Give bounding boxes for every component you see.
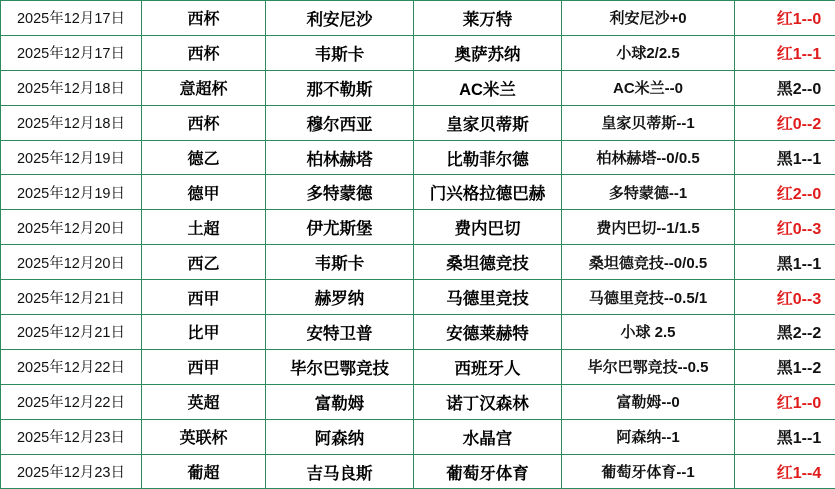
cell-result: 黑1--1	[735, 140, 835, 175]
table-body	[1, 1, 835, 489]
cell-home-team: 吉马良斯	[266, 454, 414, 489]
cell-league: 葡超	[142, 454, 266, 489]
table-row	[1, 454, 835, 489]
cell-away-team: 葡萄牙体育	[414, 454, 562, 489]
cell-result: 黑1--2	[735, 349, 835, 384]
cell-result: 黑2--0	[735, 70, 835, 105]
cell-home-team: 韦斯卡	[266, 245, 414, 280]
cell-league: 意超杯	[142, 70, 266, 105]
cell-home-team: 阿森纳	[266, 419, 414, 454]
cell-result: 红1--0	[735, 1, 835, 36]
cell-league: 德乙	[142, 140, 266, 175]
cell-away-team: 皇家贝蒂斯	[414, 105, 562, 140]
cell-home-team: 富勒姆	[266, 384, 414, 419]
cell-pick: 桑坦德竞技--0/0.5	[562, 245, 735, 280]
cell-home-team: 伊尤斯堡	[266, 210, 414, 245]
cell-pick: 葡萄牙体育--1	[562, 454, 735, 489]
cell-date: 2025年12月18日	[1, 105, 142, 140]
cell-league: 西乙	[142, 245, 266, 280]
cell-away-team: 费内巴切	[414, 210, 562, 245]
cell-pick: AC米兰--0	[562, 70, 735, 105]
cell-date: 2025年12月21日	[1, 280, 142, 315]
cell-league: 比甲	[142, 315, 266, 350]
table-row	[1, 315, 835, 350]
cell-pick: 小球 2.5	[562, 315, 735, 350]
cell-date: 2025年12月22日	[1, 384, 142, 419]
cell-league: 土超	[142, 210, 266, 245]
cell-league: 西杯	[142, 105, 266, 140]
cell-league: 德甲	[142, 175, 266, 210]
cell-league: 西杯	[142, 35, 266, 70]
cell-away-team: 莱万特	[414, 1, 562, 36]
cell-home-team: 柏林赫塔	[266, 140, 414, 175]
cell-date: 2025年12月23日	[1, 454, 142, 489]
cell-pick: 柏林赫塔--0/0.5	[562, 140, 735, 175]
table-row	[1, 210, 835, 245]
table-row	[1, 35, 835, 70]
cell-result: 红1--0	[735, 384, 835, 419]
cell-home-team: 多特蒙德	[266, 175, 414, 210]
cell-league: 西甲	[142, 349, 266, 384]
cell-date: 2025年12月17日	[1, 1, 142, 36]
cell-date: 2025年12月20日	[1, 245, 142, 280]
table-row	[1, 419, 835, 454]
cell-date: 2025年12月21日	[1, 315, 142, 350]
cell-home-team: 安特卫普	[266, 315, 414, 350]
cell-date: 2025年12月20日	[1, 210, 142, 245]
cell-home-team: 韦斯卡	[266, 35, 414, 70]
cell-league: 西杯	[142, 1, 266, 36]
cell-away-team: 奥萨苏纳	[414, 35, 562, 70]
cell-league: 英超	[142, 384, 266, 419]
cell-home-team: 那不勒斯	[266, 70, 414, 105]
cell-home-team: 赫罗纳	[266, 280, 414, 315]
cell-pick: 利安尼沙+0	[562, 1, 735, 36]
cell-home-team: 穆尔西亚	[266, 105, 414, 140]
cell-result: 红2--0	[735, 175, 835, 210]
cell-pick: 多特蒙德--1	[562, 175, 735, 210]
table-row	[1, 105, 835, 140]
cell-pick: 马德里竞技--0.5/1	[562, 280, 735, 315]
cell-date: 2025年12月19日	[1, 175, 142, 210]
cell-pick: 富勒姆--0	[562, 384, 735, 419]
cell-away-team: 马德里竞技	[414, 280, 562, 315]
cell-away-team: 比勒菲尔德	[414, 140, 562, 175]
cell-home-team: 利安尼沙	[266, 1, 414, 36]
cell-pick: 小球2/2.5	[562, 35, 735, 70]
cell-result: 黑1--1	[735, 245, 835, 280]
table-row	[1, 280, 835, 315]
cell-result: 红0--2	[735, 105, 835, 140]
cell-pick: 费内巴切--1/1.5	[562, 210, 735, 245]
cell-away-team: 诺丁汉森林	[414, 384, 562, 419]
cell-league: 英联杯	[142, 419, 266, 454]
cell-result: 黑2--2	[735, 315, 835, 350]
cell-home-team: 毕尔巴鄂竞技	[266, 349, 414, 384]
cell-away-team: AC米兰	[414, 70, 562, 105]
table-row	[1, 1, 835, 36]
cell-league: 西甲	[142, 280, 266, 315]
cell-result: 红0--3	[735, 280, 835, 315]
cell-date: 2025年12月19日	[1, 140, 142, 175]
cell-date: 2025年12月23日	[1, 419, 142, 454]
cell-result: 红0--3	[735, 210, 835, 245]
cell-pick: 皇家贝蒂斯--1	[562, 105, 735, 140]
cell-result: 红1--4	[735, 454, 835, 489]
cell-date: 2025年12月22日	[1, 349, 142, 384]
cell-away-team: 安德莱赫特	[414, 315, 562, 350]
cell-away-team: 门兴格拉德巴赫	[414, 175, 562, 210]
cell-date: 2025年12月17日	[1, 35, 142, 70]
table-row	[1, 384, 835, 419]
cell-away-team: 西班牙人	[414, 349, 562, 384]
cell-pick: 阿森纳--1	[562, 419, 735, 454]
cell-result: 红1--1	[735, 35, 835, 70]
cell-away-team: 桑坦德竞技	[414, 245, 562, 280]
cell-date: 2025年12月18日	[1, 70, 142, 105]
table-row	[1, 175, 835, 210]
table-row	[1, 70, 835, 105]
table-row	[1, 140, 835, 175]
cell-result: 黑1--1	[735, 419, 835, 454]
cell-away-team: 水晶宫	[414, 419, 562, 454]
table-row	[1, 349, 835, 384]
table-row	[1, 245, 835, 280]
cell-pick: 毕尔巴鄂竞技--0.5	[562, 349, 735, 384]
